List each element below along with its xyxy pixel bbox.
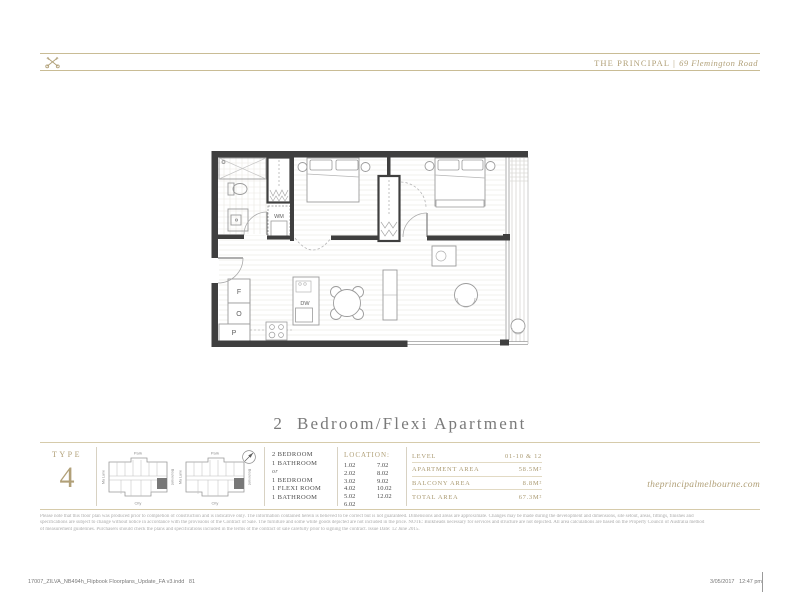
location-heading: LOCATION:	[344, 451, 390, 459]
disclaimer-text	[40, 514, 760, 533]
disclaimer-line: specifications are subject to change without notice in accordance with the provisions of the Contract of Sale. The furniture and some white goods depicted are not included in the price. NOTE: Bulkheads necessary for services and structure are not depicted. All area calculations are based on the Property Council of Australia method	[40, 520, 705, 526]
table-row	[412, 449, 542, 463]
unit-mix-list	[272, 451, 321, 503]
location-item: 2.02	[344, 469, 356, 477]
location-item: 9.02	[377, 477, 389, 485]
location-item: 5.02	[344, 493, 356, 501]
table-row	[412, 477, 542, 491]
website-link[interactable]: theprincipalmelbourne.com	[647, 480, 760, 490]
location-block	[344, 451, 404, 509]
location-item: 12.02	[377, 493, 392, 501]
type-block	[44, 450, 90, 494]
location-item: 4.02	[344, 485, 356, 493]
floorplan-drawing	[210, 146, 532, 354]
location-item: 7.02	[377, 462, 389, 469]
location-item: 10.02	[377, 485, 392, 493]
header-divider: |	[669, 58, 680, 68]
divider	[96, 447, 97, 506]
rule-top	[40, 442, 760, 443]
oven-label: O	[236, 311, 242, 318]
brand-name: THE PRINCIPAL	[594, 58, 670, 68]
table-row	[412, 463, 542, 477]
wm-label: WM	[274, 214, 284, 220]
keyplan-park-label: Park	[133, 450, 143, 456]
keyplan-park-label: Park	[210, 450, 220, 456]
location-column-2	[377, 462, 401, 509]
keyplan-boulevard-label: Boulevard	[247, 468, 252, 486]
area-value: 8.8M²	[522, 480, 542, 488]
location-item: 1.02	[344, 462, 356, 469]
rule-bottom	[40, 509, 760, 510]
location-item: 3.02	[344, 477, 356, 485]
area-value: 67.3M²	[518, 493, 542, 501]
divider	[406, 447, 407, 506]
location-item: 6.02	[344, 500, 356, 508]
area-label: APARTMENT AREA	[412, 466, 480, 474]
crop-mark	[762, 572, 763, 592]
disclaimer-line: of measurement guidelines. Purchasers should check the plans and specifications included in the terms of the contract of sale carefully prior to signing the contract. Issue Date: 12 June 2015.	[40, 526, 420, 532]
crossed-keys-logo-icon	[43, 56, 62, 69]
location-item: 8.02	[377, 469, 389, 477]
apartment-title: 2 Bedroom/Flexi Apartment	[273, 414, 527, 433]
area-label: LEVEL	[412, 452, 437, 460]
compass-icon	[241, 449, 257, 465]
header-address: 69 Flemington Road	[679, 58, 758, 68]
fridge-label: F	[236, 289, 242, 296]
unit-mix-or: or	[272, 469, 279, 476]
page-header	[40, 53, 760, 71]
type-number: 4	[59, 461, 75, 494]
area-value: 01-10 & 12	[505, 452, 542, 460]
area-label: BALCONY AREA	[412, 480, 471, 488]
location-column-1	[344, 462, 368, 509]
header-title	[594, 58, 758, 68]
keyplan-lane-label: Ma Lane	[178, 470, 183, 484]
keyplan-city-label: City	[211, 500, 219, 506]
laundry-closet	[268, 206, 290, 239]
unit-mix-item: 1 BATHROOM	[272, 459, 318, 467]
area-label: TOTAL AREA	[412, 493, 459, 501]
table-row	[412, 490, 542, 504]
highlighted-unit	[234, 478, 244, 489]
keyplan-lane-label: Ma Lane	[101, 470, 106, 484]
divider	[337, 447, 338, 506]
areas-table	[412, 449, 542, 504]
pantry-label: P	[231, 330, 237, 337]
highlighted-unit	[157, 478, 167, 489]
unit-mix-item: 1 BATHROOM	[272, 493, 318, 501]
type-label: TYPE	[52, 450, 82, 459]
print-slug-timestamp: 3/05/2017 12:47 pm	[710, 579, 762, 585]
dishwasher-label: DW	[300, 301, 310, 307]
disclaimer-line: Please note that this floor plan was produced prior to completion of construction and is indicative only. The information contained herein is believed to be correct but is not guaranteed. Dimensions and areas are approximate. Changes may be made during the development and dimensions, site setout, areas, fittings, finishes and	[40, 514, 694, 519]
unit-mix-item: 2 BEDROOM	[272, 451, 313, 458]
keyplan-city-label: City	[134, 500, 142, 506]
unit-mix-item: 1 BEDROOM	[272, 476, 313, 484]
area-value: 58.5M²	[518, 466, 542, 474]
print-slug-filename: 17007_ZILVA_NB494h_Flipbook Floorplans_Update_FA v3.indd 81	[28, 579, 196, 585]
divider	[264, 447, 265, 506]
keyplan-level-low	[101, 448, 175, 506]
unit-mix-item: 1 FLEXI ROOM	[272, 485, 322, 493]
keyplan-boulevard-label: Boulevard	[170, 468, 175, 486]
